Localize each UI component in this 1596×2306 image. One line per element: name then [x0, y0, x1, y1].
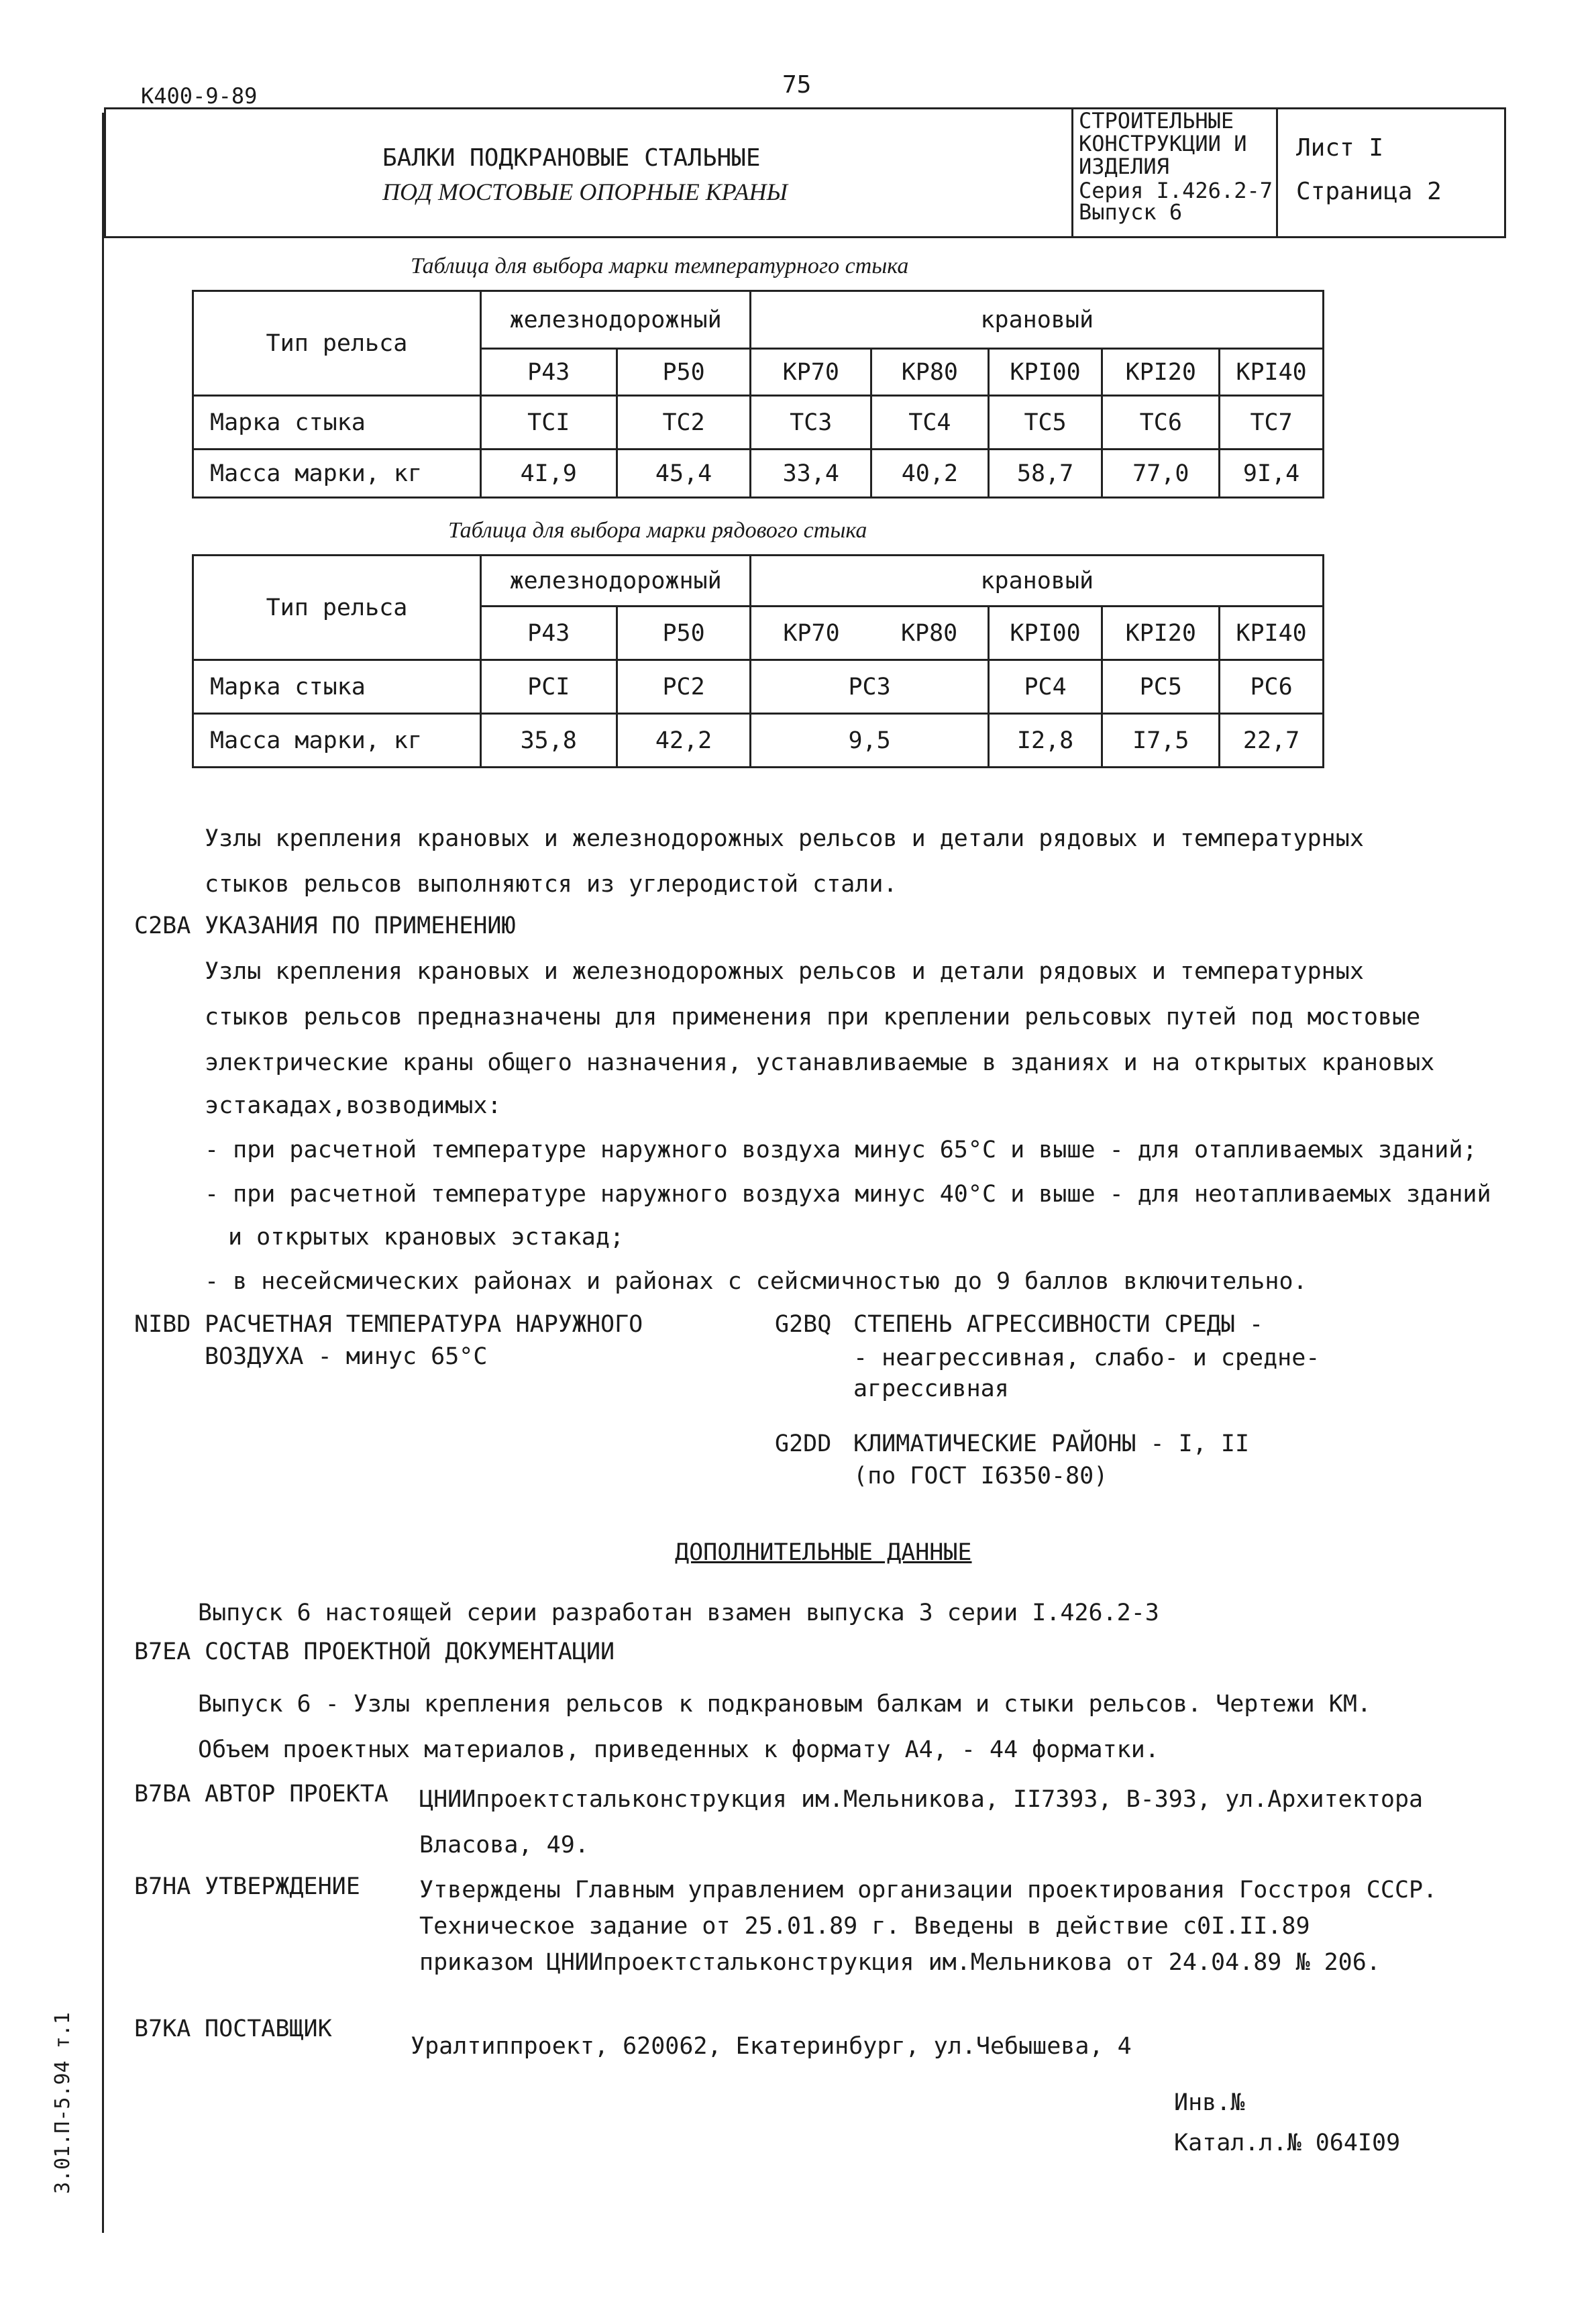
table1-mark-cell: ТСI — [480, 396, 617, 450]
climate-line-1: КЛИМАТИЧЕСКИЕ РАЙОНЫ - I, II — [853, 1430, 1250, 1457]
usage-line-2: стыков рельсов предназначены для применения при креплении рельсовых путей под мостовые — [205, 1004, 1421, 1031]
side-note: 3.01.П-5.94 т.1 — [51, 2012, 74, 2194]
table2-mass-cell: 35,8 — [480, 714, 617, 768]
catalog-label: Катал.л.№ 064I09 — [1174, 2130, 1401, 2156]
issue-label: Выпуск 6 — [1079, 199, 1183, 225]
header-divider-1 — [1071, 107, 1073, 238]
table1-mark-cell: ТС6 — [1102, 396, 1220, 450]
table2-mark-label: Марка стыка — [193, 660, 481, 714]
table2-group-rail: железнодорожный — [480, 556, 751, 607]
docs-code: В7ЕА — [134, 1638, 191, 1665]
page-label: Страница 2 — [1296, 178, 1442, 205]
title-line-2: ПОД МОСТОВЫЕ ОПОРНЫЕ КРАНЫ — [382, 178, 788, 205]
intro-line-2: стыков рельсов выполняются из углеродистой стали. — [205, 871, 898, 898]
table2-type-cell: Р43 — [480, 607, 617, 660]
table1-mass-cell: 33,4 — [751, 450, 871, 498]
usage-line-3: электрические краны общего назначения, устанавливаемые в зданиях и на открытых крановых — [205, 1049, 1435, 1076]
table1-type-cell: Р43 — [480, 349, 617, 396]
table1-mass-cell: 4I,9 — [480, 450, 617, 498]
table1-mark-label: Марка стыка — [193, 396, 481, 450]
table2-type-cell: КРI20 — [1102, 607, 1220, 660]
supplier-line: Уралтиппроект, 620062, Екатеринбург, ул.Чебышева, 4 — [411, 2033, 1132, 2060]
table2-mark-cell: РС6 — [1220, 660, 1324, 714]
table1-type-cell: КРI20 — [1102, 349, 1220, 396]
table1-group-rail: железнодорожный — [480, 291, 751, 349]
table1-mass-cell: 45,4 — [617, 450, 751, 498]
climate-code: G2DD — [775, 1430, 832, 1457]
table1-rail-type-label: Тип рельса — [193, 291, 481, 396]
table2-mass-label: Масса марки, кг — [193, 714, 481, 768]
table1-mark-cell: ТС7 — [1220, 396, 1324, 450]
bullet-3: - в несейсмических районах и районах с сейсмичностью до 9 баллов включительно. — [205, 1268, 1308, 1295]
table1-mark-cell: ТС5 — [988, 396, 1102, 450]
page-number: 75 — [782, 71, 812, 99]
table1-mass-cell: 40,2 — [871, 450, 989, 498]
table2 — [192, 554, 1324, 768]
table2-type-cell: КР70 — [751, 607, 871, 660]
extra-heading: ДОПОЛНИТЕЛЬНЫЕ ДАННЫЕ — [675, 1539, 972, 1566]
docs-heading: СОСТАВ ПРОЕКТНОЙ ДОКУМЕНТАЦИИ — [205, 1638, 615, 1665]
inv-label: Инв.№ — [1174, 2089, 1245, 2116]
table2-type-cell: КРI40 — [1220, 607, 1324, 660]
table1-mark-cell: ТС2 — [617, 396, 751, 450]
table2-mark-cell: РСI — [480, 660, 617, 714]
table1-type-cell: Р50 — [617, 349, 751, 396]
header-block — [104, 107, 1506, 238]
header-divider-2 — [1276, 107, 1278, 238]
docs-line-2: Объем проектных материалов, приведенных к формату А4, - 44 форматки. — [198, 1736, 1159, 1763]
category-line-3: ИЗДЕЛИЯ — [1079, 154, 1169, 179]
table2-group-crane: крановый — [751, 556, 1324, 607]
table1-mass-cell: 58,7 — [988, 450, 1102, 498]
aggr-line-1: СТЕПЕНЬ АГРЕССИВНОСТИ СРЕДЫ - — [853, 1311, 1264, 1338]
table2-mark-cell: РС4 — [988, 660, 1102, 714]
table1-type-cell: КРI00 — [988, 349, 1102, 396]
docs-line-1: Выпуск 6 - Узлы крепления рельсов к подкрановым балкам и стыки рельсов. Чертежи КМ. — [198, 1691, 1371, 1718]
temp-line-1: РАСЧЕТНАЯ ТЕМПЕРАТУРА НАРУЖНОГО — [205, 1311, 643, 1338]
doc-code: К400-9-89 — [141, 83, 258, 109]
approval-line-1: Утверждены Главным управлением организации проектирования Госстроя СССР. — [419, 1877, 1438, 1903]
table1-group-crane: крановый — [751, 291, 1324, 349]
table1-mark-cell: ТС3 — [751, 396, 871, 450]
table2-mass-cell: I7,5 — [1102, 714, 1220, 768]
category-line-1: СТРОИТЕЛЬНЫЕ — [1079, 108, 1234, 134]
aggr-code: G2BQ — [775, 1311, 832, 1338]
table1-caption: Таблица для выбора марки температурного стыка — [411, 254, 909, 278]
table2-type-cell: КР80 — [871, 607, 989, 660]
table2-mark-cell: РС5 — [1102, 660, 1220, 714]
table2-mass-cell: 9,5 — [751, 714, 988, 768]
title-line-1: БАЛКИ ПОДКРАНОВЫЕ СТАЛЬНЫЕ — [382, 144, 761, 172]
temp-code: NIBD — [134, 1311, 191, 1338]
aggr-line-3: агрессивная — [853, 1375, 1009, 1402]
left-frame-line — [102, 113, 104, 2233]
bullet-1: - при расчетной температуре наружного воздуха минус 65°С и выше - для отапливаемых зданий; — [205, 1137, 1477, 1163]
intro-line-1: Узлы крепления крановых и железнодорожных рельсов и детали рядовых и температурных — [205, 825, 1364, 852]
approval-line-2: Техническое задание от 25.01.89 г. Введены в действие с0I.II.89 — [419, 1913, 1310, 1940]
table2-mark-cell: РС3 — [751, 660, 988, 714]
supplier-heading: ПОСТАВЩИК — [205, 2015, 332, 2042]
author-line-2: Власова, 49. — [419, 1832, 589, 1858]
author-code: В7ВА — [134, 1781, 191, 1807]
table2-type-cell: КРI00 — [988, 607, 1102, 660]
usage-heading: УКАЗАНИЯ ПО ПРИМЕНЕНИЮ — [205, 912, 516, 939]
bullet-2b: и открытых крановых эстакад; — [228, 1224, 625, 1251]
table1-type-cell: КР80 — [871, 349, 989, 396]
table1-mass-cell: 77,0 — [1102, 450, 1220, 498]
usage-code: С2ВА — [134, 912, 191, 939]
sheet-label: Лист I — [1296, 134, 1384, 162]
climate-line-2: (по ГОСТ I6350-80) — [853, 1463, 1108, 1489]
bullet-2a: - при расчетной температуре наружного воздуха минус 40°С и выше - для неотапливаемых зданий — [205, 1181, 1491, 1208]
table2-mass-cell: I2,8 — [988, 714, 1102, 768]
author-heading: АВТОР ПРОЕКТА — [205, 1781, 388, 1807]
table2-caption: Таблица для выбора марки рядового стыка — [448, 518, 867, 543]
supplier-code: В7КА — [134, 2015, 191, 2042]
table2-mass-cell: 22,7 — [1220, 714, 1324, 768]
table2-type-cell: Р50 — [617, 607, 751, 660]
temp-line-2: ВОЗДУХА - минус 65°С — [205, 1343, 488, 1370]
table2-rail-type-label: Тип рельса — [193, 556, 481, 660]
table1-mark-cell: ТС4 — [871, 396, 989, 450]
table1 — [192, 290, 1324, 499]
approval-heading: УТВЕРЖДЕНИЕ — [205, 1873, 360, 1900]
series-label: Серия I.426.2-7 — [1079, 178, 1273, 203]
approval-line-3: приказом ЦНИИпроектстальконструкция им.Мельникова от 24.04.89 № 206. — [419, 1949, 1381, 1976]
table1-mass-label: Масса марки, кг — [193, 450, 481, 498]
aggr-line-2: - неагрессивная, слабо- и средне- — [853, 1345, 1320, 1371]
table2-mass-cell: 42,2 — [617, 714, 751, 768]
approval-code: В7НА — [134, 1873, 191, 1900]
table1-type-cell: КР70 — [751, 349, 871, 396]
usage-line-4: эстакадах,возводимых: — [205, 1092, 502, 1119]
table1-type-cell: КРI40 — [1220, 349, 1324, 396]
usage-line-1: Узлы крепления крановых и железнодорожных рельсов и детали рядовых и температурных — [205, 958, 1364, 985]
table2-mark-cell: РС2 — [617, 660, 751, 714]
table1-mass-cell: 9I,4 — [1220, 450, 1324, 498]
category-line-2: КОНСТРУКЦИИ И — [1079, 131, 1247, 156]
author-line-1: ЦНИИпроектстальконструкция им.Мельникова, II7393, В-393, ул.Архитектора — [419, 1786, 1424, 1813]
extra-line: Выпуск 6 настоящей серии разработан взамен выпуска 3 серии I.426.2-3 — [198, 1600, 1159, 1626]
